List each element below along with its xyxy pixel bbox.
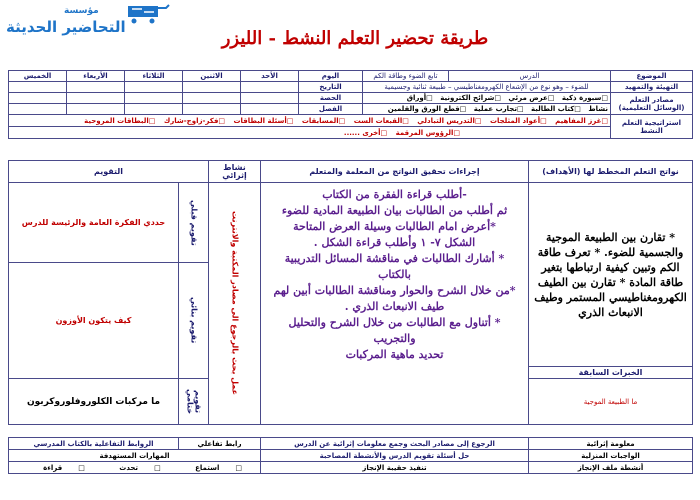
resources-row2 xyxy=(363,104,611,115)
checkbox-icon xyxy=(218,117,225,125)
checkbox-icon xyxy=(453,129,460,137)
checkbox-icon xyxy=(339,117,346,125)
checkbox-icon xyxy=(475,117,482,125)
checkbox-icon xyxy=(235,464,242,472)
day-wednesday: الأربعاء xyxy=(67,71,125,82)
procedure-step-5: * أشارك الطالبات في مناقشة المسائل التدريبية بالكتاب xyxy=(284,252,505,281)
checkbox-icon xyxy=(460,105,467,113)
procedures-cell xyxy=(261,183,529,425)
checkbox-icon xyxy=(381,129,388,137)
resources-prefix: نشاط xyxy=(588,105,608,113)
procedure-step-3: *أعرض امام الطالبات وسيلة العرض المتاحة xyxy=(293,220,496,233)
resource-experiments[interactable]: □ تجارب عملية xyxy=(474,105,524,113)
strategies-row1 xyxy=(9,115,611,127)
homework-label: الواجبات المنزلية xyxy=(529,450,693,462)
lesson-header-table xyxy=(8,70,693,139)
prior-knowledge-value: ما الطبيعة الموجية xyxy=(529,379,693,425)
eval-formative-text: كيف يتكون الأوزون xyxy=(9,263,179,379)
site-logo xyxy=(4,4,176,38)
procedures-header: إجراءات تحقيق النواتج من المعلمة والمتعلم xyxy=(261,161,529,183)
lesson-body-table xyxy=(8,160,693,425)
date-cell-1[interactable] xyxy=(241,82,299,93)
day-tuesday: الثلاثاء xyxy=(125,71,183,82)
enrich-info-label: معلومة إثرائية xyxy=(529,438,693,450)
skill-speaking[interactable]: □تحدث xyxy=(111,464,168,472)
date-cell-3[interactable] xyxy=(125,82,183,93)
strategy-reciprocal[interactable]: □ التدريس التبادلي xyxy=(417,117,481,125)
lesson-footer-table xyxy=(8,437,693,474)
checkbox-icon xyxy=(574,105,581,113)
enrich-info-value: الرجوع إلى مصادر البحث وجمع معلومات إثرائية عن الدرس xyxy=(261,438,529,450)
evaluation-header: التقويم xyxy=(9,161,209,183)
day-sunday: الأحد xyxy=(241,71,299,82)
checkbox-icon xyxy=(154,464,161,472)
checkbox-icon xyxy=(78,464,85,472)
class-cell-5[interactable] xyxy=(9,104,67,115)
strategy-cards[interactable]: □ أسئلة البطاقات xyxy=(233,117,293,125)
resources-label: مصادر التعلم xyxy=(629,95,674,104)
procedure-step-1: -أطلب قراءة الفقرة من الكتاب xyxy=(322,188,467,201)
cart-icon xyxy=(122,4,170,24)
page-title: طريقة تحضير التعلم النشط - الليزر xyxy=(221,28,489,49)
portfolio-label: أنشطة ملف الإنجاز xyxy=(529,462,693,474)
date-cell-2[interactable] xyxy=(183,82,241,93)
skill-writing[interactable] xyxy=(9,464,17,472)
date-label: التاريخ xyxy=(299,82,363,93)
strategy-think-pair-share[interactable]: □ فكر-زاوج-شارك xyxy=(164,117,225,125)
strategy-other[interactable]: □ أخرى ...... xyxy=(344,129,387,137)
date-cell-5[interactable] xyxy=(9,82,67,93)
procedure-step-2: ثم أطلب من الطالبات بيان الطبيعة المادية للضوء xyxy=(281,204,508,217)
class-label: الفصل xyxy=(299,104,363,115)
checkbox-icon xyxy=(601,117,608,125)
class-cell-3[interactable] xyxy=(125,104,183,115)
checkbox-icon xyxy=(494,94,501,102)
eval-final-text: ما مركبات الكلوروفلوروكربون xyxy=(9,379,179,425)
eval-pre-label: تقويم قبلي xyxy=(179,183,209,263)
strategies-row2 xyxy=(9,127,611,139)
checkbox-icon xyxy=(601,94,608,102)
unit-label: الدرس xyxy=(449,71,611,82)
skill-listening[interactable]: □استماع xyxy=(187,464,250,472)
strategy-sticks[interactable]: □ أعواد المثلجات xyxy=(490,117,547,125)
class-cell-1[interactable] xyxy=(241,104,299,115)
intro-label: التهيئة والتمهيد xyxy=(611,82,693,93)
skill-reading[interactable]: □قراءة xyxy=(35,464,93,472)
procedure-step-4: الشكل ٧- ١ وأطلب قراءة الشكل . xyxy=(313,236,476,249)
resource-visual[interactable]: □ عرض مرئي xyxy=(508,94,554,102)
resource-slides[interactable]: □ شرائح الكترونية xyxy=(440,94,501,102)
skills-label: المهارات المستهدفة xyxy=(9,450,261,462)
resources-label-cell xyxy=(611,93,693,115)
resources-row1 xyxy=(363,93,611,104)
resource-smartboard[interactable]: □ سبورة ذكية xyxy=(562,94,608,102)
period-cell-2[interactable] xyxy=(183,93,241,104)
period-cell-3[interactable] xyxy=(125,93,183,104)
period-label: الحصة xyxy=(299,93,363,104)
interactive-link-label: رابط تفاعلي xyxy=(179,438,261,450)
day-thursday: الخميس xyxy=(9,71,67,82)
procedure-step-6: *من خلال الشرح والحوار ومناقشة الطالبات أبين لهم طيف الانبعاث الذري . xyxy=(273,284,516,313)
checkbox-icon xyxy=(517,105,524,113)
objectives-text: * تقارن بين الطبيعة الموجية والجسمية للضوء. * تعرف طاقة الكم وتبين كيفية ارتباطها بتغير طاقة المادة * تقارن بين الطيف الكهرومغناطيسي المستمر وطيف الانبعاث الذري xyxy=(529,183,693,367)
prior-knowledge-label: الخبرات السابقة xyxy=(529,367,693,379)
unit-value: تابع الضوء وطاقة الكم xyxy=(363,71,449,82)
checkbox-icon xyxy=(402,117,409,125)
resource-paper-pens[interactable]: □ قطع الورق والقلمين xyxy=(388,105,467,113)
logo-small-text: مؤسسة xyxy=(64,6,99,16)
strategy-numbered-heads[interactable]: □ الرؤوس المرقمة xyxy=(396,129,460,137)
strategy-label: استراتيجية التعلم النشط xyxy=(611,115,693,139)
resource-papers[interactable]: □ أوراق xyxy=(407,94,433,102)
checkbox-icon xyxy=(149,117,156,125)
portfolio-value: تنفيذ حقيبة الإنجاز xyxy=(261,462,529,474)
checkbox-icon xyxy=(540,117,547,125)
procedure-step-8: تحديد ماهية المركبات xyxy=(345,348,444,361)
resource-book[interactable]: □ كتاب الطالبة xyxy=(531,105,581,113)
eval-pre-text: حددي الفكرة العامة والرئيسة للدرس xyxy=(9,183,179,263)
eval-formative-label: تقويم بنائي xyxy=(179,263,209,379)
topic-label: الموضوع xyxy=(611,71,693,82)
objectives-header: نواتج التعلم المخطط لها (الأهداف) xyxy=(529,161,693,183)
strategy-concept-web[interactable]: □ غرز المفاهيم xyxy=(555,117,608,125)
strategy-six-hats[interactable]: □ القبعات الست xyxy=(354,117,409,125)
resources-sub: (الوسائل التعليمية) xyxy=(618,103,685,112)
date-cell-4[interactable] xyxy=(67,82,125,93)
eval-final-label: تقويم ختامي xyxy=(179,379,209,425)
enrichment-activity: عمل بحث بالرجوع الى مصادر المكتبة والانترنت xyxy=(209,183,261,425)
class-cell-4[interactable] xyxy=(67,104,125,115)
procedure-step-7: * أتناول مع الطالبات من خلال الشرح والتحليل والتجريب xyxy=(288,316,501,345)
day-monday: الاثنين xyxy=(183,71,241,82)
class-cell-2[interactable] xyxy=(183,104,241,115)
period-cell-5[interactable] xyxy=(9,93,67,104)
checkbox-icon xyxy=(426,94,433,102)
logo-main-text: التحاضير الحديثة xyxy=(6,18,126,36)
day-label: اليوم xyxy=(299,71,363,82)
period-cell-4[interactable] xyxy=(67,93,125,104)
checkbox-icon xyxy=(548,94,555,102)
activity-header: نشاط إثرائي xyxy=(209,161,261,183)
period-cell-1[interactable] xyxy=(241,93,299,104)
checkbox-icon xyxy=(287,117,294,125)
skills-list xyxy=(9,462,261,474)
strategy-contests[interactable]: □ المسابقات xyxy=(302,117,345,125)
intro-value: للضوء – وهو نوع من الإشعاع الكهرومغناطيسي – طبيعة ثنائية وجسيمية xyxy=(363,82,611,93)
strategy-fan-cards[interactable]: □ البطاقات المروحية xyxy=(84,117,155,125)
interactive-link-value[interactable]: الروابط التفاعلية بالكتاب المدرسي xyxy=(9,438,179,450)
homework-value: حل أسئلة تقويم الدرس والأنشطة المصاحبة xyxy=(261,450,529,462)
